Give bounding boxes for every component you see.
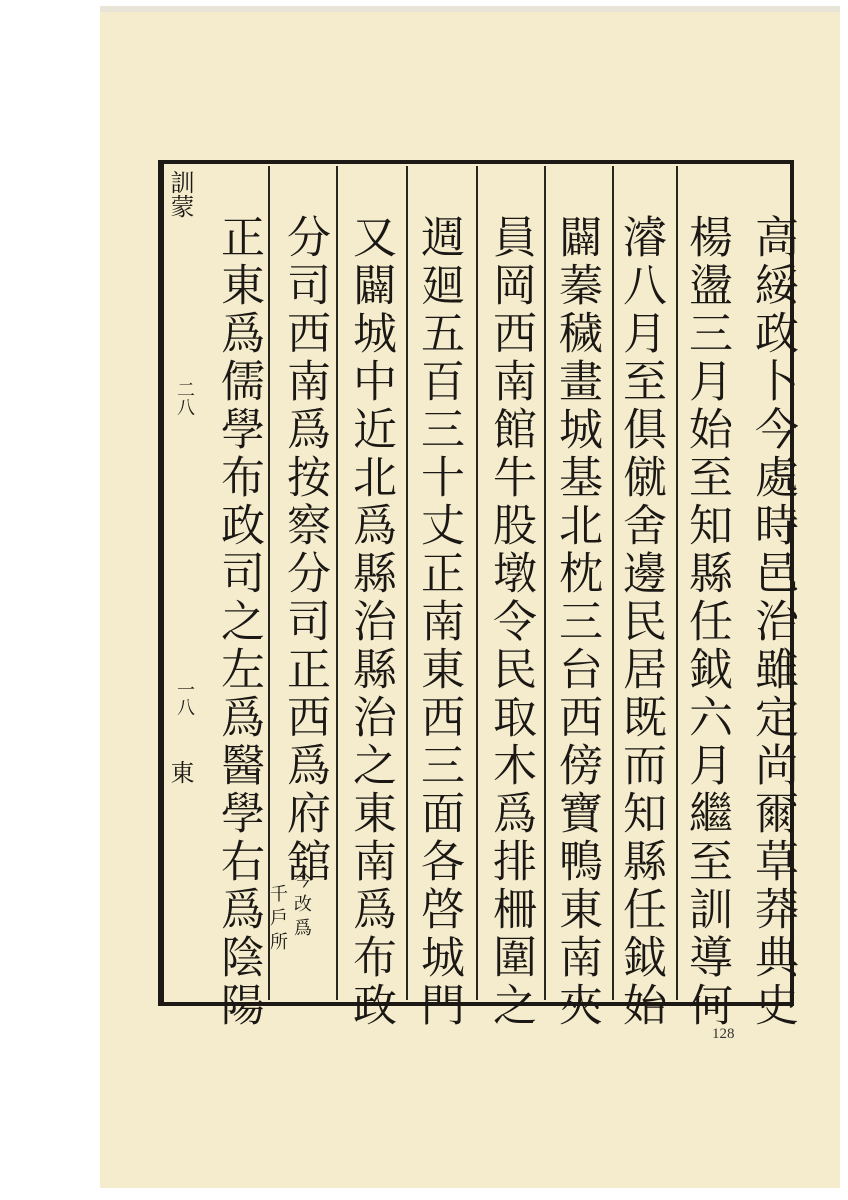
text-column-5: 員岡西南館牛股墩令民取木爲排柵圍之: [485, 214, 536, 1030]
top-strip: [100, 6, 840, 12]
interlinear-note: 今改爲: [291, 870, 312, 942]
margin-mark: 一八: [174, 680, 195, 716]
text-column-8: 分司西南爲按察分司正西爲府舘: [279, 214, 330, 886]
page-number: 128: [712, 1026, 735, 1042]
text-column-7: 又闢城中近北爲縣治縣治之東南爲布政: [345, 214, 396, 1030]
interlinear-note: 千戶所: [267, 884, 288, 956]
margin-title: 訓蒙: [166, 170, 194, 218]
text-column-6: 週廻五百三十丈正南東西三面各啓城門: [413, 214, 464, 1030]
margin-mark: 東: [166, 760, 194, 784]
text-column-1: 高綏政卜今處時邑治雖定尚爾草莽典史: [747, 214, 798, 1030]
text-column-2: 楊盪三月始至知縣任鉞六月繼至訓導何: [681, 214, 732, 1030]
text-column-9: 正東爲儒學布政司之左爲醫學右爲陰陽: [213, 214, 264, 1030]
text-column-3: 濬八月至俱僦舍邊民居既而知縣任鉞始: [615, 214, 666, 1030]
margin-mark: 二八: [174, 380, 195, 416]
text-column-4: 闢蓁穢畫城基北枕三台西傍寶鴨東南夾: [551, 214, 602, 1030]
